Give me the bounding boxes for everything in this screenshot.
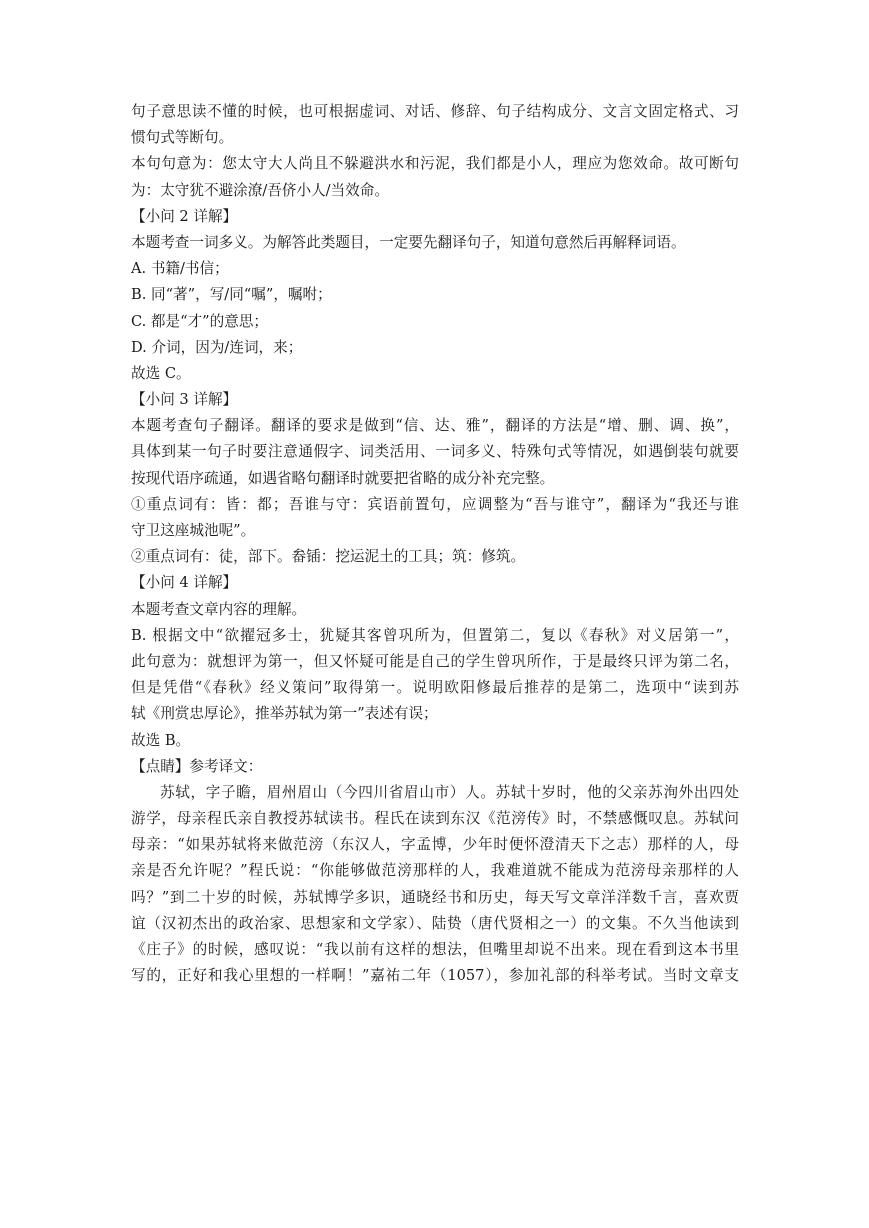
translation-line: 母亲：“如果苏轼将来做范滂（东汉人，字孟博，少年时便怀澄清天下之志）那样的人，母 [131, 836, 739, 854]
text-line: 守卫这座城池呢”。 [131, 522, 256, 539]
section-heading: 【小问 4 详解】 [131, 574, 238, 592]
section-heading: 【小问 3 详解】 [131, 391, 238, 409]
text-line: 具体到某一句子时要注意通假字、词类活用、一词多义、特殊句式等情况，如遇倒装句就要 [131, 443, 739, 461]
option-line: B. 同“著”，写/同“嘱”，嘱咐； [131, 286, 332, 304]
text-line: 句子意思读不懂的时候，也可根据虚词、对话、修辞、句子结构成分、文言文固定格式、习 [131, 103, 739, 120]
text-line: 本题考查句子翻译。翻译的要求是做到“信、达、雅”，翻译的方法是“增、删、调、换”， [131, 417, 739, 435]
text-line: ②重点词有：徒，部下。畚锸：挖运泥土的工具；筑：修筑。 [131, 548, 526, 566]
text-line: 此句意为：就想评为第一，但又怀疑可能是自己的学生曾巩所作，于是最终只评为第二名， [131, 652, 739, 670]
section-heading: 【点睛】参考译文： [131, 757, 263, 775]
answer-line: 故选 C。 [131, 364, 191, 382]
option-line: C. 都是“才”的意思； [131, 312, 269, 330]
text-line: 为：太守犹不避涂潦/吾侪小人/当效命。 [131, 181, 389, 199]
text-line: 本题考查文章内容的理解。 [131, 600, 307, 618]
text-line: ①重点词有：皆：都；吾谁与守：宾语前置句，应调整为“吾与谁守”，翻译为“我还与谁 [131, 495, 739, 513]
section-heading: 【小问 2 详解】 [131, 207, 238, 225]
text-line: 本题考查一词多义。为解答此类题目，一定要先翻译句子，知道句意然后再解释词语。 [131, 233, 686, 251]
text-line: 本句句意为：您太守大人尚且不躲避洪水和污泥，我们都是小人，理应为您效命。故可断句 [131, 155, 739, 173]
translation-line: 吗？”到二十岁的时候，苏轼博学多识，通晓经书和历史，每天写文章洋洋数千言，喜欢贾 [131, 888, 739, 906]
text-line: 按现代语序疏通，如遇省略句翻译时就要把省略的成分补充完整。 [131, 469, 555, 487]
answer-line: 故选 B。 [131, 731, 191, 749]
translation-line: 写的，正好和我心里想的一样啊！”嘉祐二年（1057），参加礼部的科举考试。当时文章支 [131, 967, 739, 985]
option-line: D. 介词，因为/连词，来； [131, 338, 303, 356]
translation-line: 谊（汉初杰出的政治家、思想家和文学家）、陆贽（唐代贤相之一）的文集。不久当他读到 [131, 914, 739, 932]
text-line: B. 根据文中“欲擢冠多士，犹疑其客曾巩所为，但置第二，复以《春秋》对义居第一”， [131, 626, 739, 644]
translation-line: 游学，母亲程氏亲自教授苏轼读书。程氏在读到东汉《范滂传》时，不禁感慨叹息。苏轼问 [131, 810, 739, 828]
text-line: 惯句式等断句。 [131, 129, 234, 147]
translation-line: 亲是否允许呢？”程氏说：“你能够做范滂那样的人，我难道就不能成为范滂母亲那样的人 [131, 862, 739, 880]
text-line: 轼《刑赏忠厚论》，推举苏轼为第一”表述有误； [131, 705, 438, 723]
option-line: A. 书籍/书信； [131, 260, 229, 278]
text-line: 但是凭借“《春秋》经义策问”取得第一。说明欧阳修最后推荐的是第二，选项中“读到苏 [131, 679, 739, 697]
translation-line: 《庄子》的时候，感叹说：“我以前有这样的想法，但嘴里却说不出来。现在看到这本书里 [131, 941, 739, 958]
translation-line: 苏轼，字子瞻，眉州眉山（今四川省眉山市）人。苏轼十岁时，他的父亲苏洵外出四处 [160, 783, 739, 801]
